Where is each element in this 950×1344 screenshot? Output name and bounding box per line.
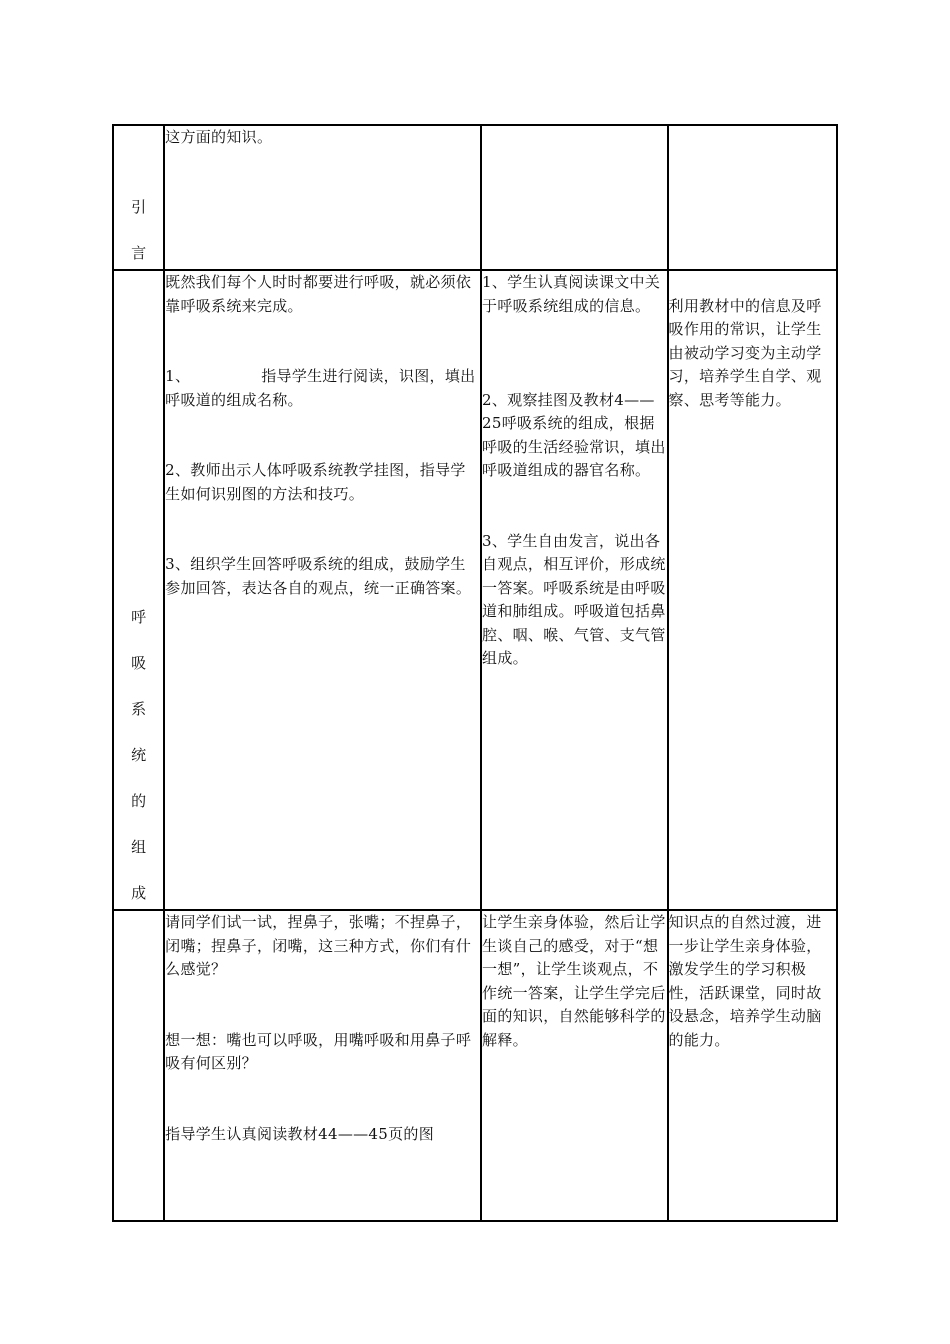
cell-paragraph <box>482 342 667 366</box>
cell-paragraph <box>165 318 480 342</box>
label-char: 吸 <box>131 654 147 672</box>
table-row <box>113 910 837 1221</box>
design-intent-cell <box>668 910 837 1221</box>
cell-paragraph: 指导学生认真阅读教材44——45页的图 <box>165 1124 435 1143</box>
cell-paragraph <box>482 365 667 389</box>
student-activity-cell <box>481 910 668 1221</box>
cell-paragraph: 2、观察挂图及教材4——25呼吸系统的组成，根据呼吸的生活经验常识，填出呼吸道组成的器官名称。 <box>482 390 666 479</box>
cell-paragraph <box>482 318 667 342</box>
teacher-activity-cell <box>164 270 481 910</box>
cell-paragraph: 想一想：嘴也可以呼吸，用嘴呼吸和用鼻子呼吸有何区别？ <box>165 1030 472 1072</box>
cell-paragraph <box>165 1005 480 1029</box>
design-intent-cell <box>668 270 837 910</box>
cell-paragraph <box>482 506 667 530</box>
cell-paragraph <box>165 342 480 366</box>
cell-paragraph <box>165 530 480 554</box>
cell-paragraph: 2、教师出示人体呼吸系统教学挂图，指导学生如何识别图的方法和技巧。 <box>165 461 466 503</box>
cell-paragraph: 3、组织学生回答呼吸系统的组成，鼓励学生参加回答，表达各自的观点，统一正确答案。 <box>165 555 472 597</box>
row-label-cell <box>113 910 164 1221</box>
design-intent-cell <box>668 125 837 270</box>
row-label-cell <box>113 125 164 270</box>
cell-paragraph <box>165 412 480 436</box>
label-char: 系 <box>131 700 147 718</box>
cell-paragraph: 1、 指导学生进行阅读，识图，填出呼吸道的组成名称。 <box>165 367 476 409</box>
cell-paragraph <box>165 1076 480 1100</box>
cell-paragraph: 请同学们试一试，捏鼻子，张嘴；不捏鼻子，闭嘴；捏鼻子，闭嘴，这三种方式，你们有什么感觉？ <box>165 913 472 978</box>
teacher-activity-cell <box>164 910 481 1221</box>
table-row <box>113 270 837 910</box>
lesson-plan-table <box>112 124 838 1222</box>
teacher-activity-cell <box>164 125 481 270</box>
cell-paragraph: 既然我们每个人时时都要进行呼吸，就必须依靠呼吸系统来完成。 <box>165 273 472 315</box>
cell-paragraph <box>165 506 480 530</box>
label-char: 成 <box>131 884 147 902</box>
cell-paragraph <box>669 271 836 295</box>
cell-paragraph: 1、学生认真阅读课文中关于呼吸系统组成的信息。 <box>482 273 661 315</box>
row-label-introduction <box>114 195 163 265</box>
cell-paragraph: 利用教材中的信息及呼吸作用的常识，让学生由被动学习变为主动学习，培养学生自学、观察、思考等能力。 <box>668 296 822 409</box>
cell-paragraph: 这方面的知识。 <box>165 128 273 146</box>
table-row <box>113 125 837 270</box>
student-activity-cell <box>481 125 668 270</box>
label-char: 统 <box>131 746 147 764</box>
cell-paragraph <box>165 436 480 460</box>
cell-paragraph: 让学生亲身体验，然后让学生谈自己的感受，对于“想一想”，让学生谈观点，不作统一答案，让学生学完后面的知识，自然能够科学的解释。 <box>482 913 666 1049</box>
cell-paragraph <box>482 483 667 507</box>
cell-paragraph <box>165 982 480 1006</box>
label-char: 的 <box>131 792 147 810</box>
label-char: 呼 <box>131 608 147 626</box>
cell-paragraph <box>165 1099 480 1123</box>
label-char: 言 <box>131 244 147 262</box>
cell-paragraph: 3、学生自由发言，说出各自观点，相互评价，形成统一答案。呼吸系统是由呼吸道和肺组成。呼吸道包括鼻腔、咽、喉、气管、支气管组成。 <box>482 531 666 667</box>
row-label-respiratory-system <box>114 605 163 905</box>
label-char: 组 <box>131 838 147 856</box>
student-activity-cell <box>481 270 668 910</box>
label-char: 引 <box>131 198 147 216</box>
cell-paragraph: 知识点的自然过渡，进一步让学生亲身体验，激发学生的学习积极性，活跃课堂，同时故设悬念，培养学生动脑的能力。 <box>668 913 822 1049</box>
row-label-cell <box>113 270 164 910</box>
